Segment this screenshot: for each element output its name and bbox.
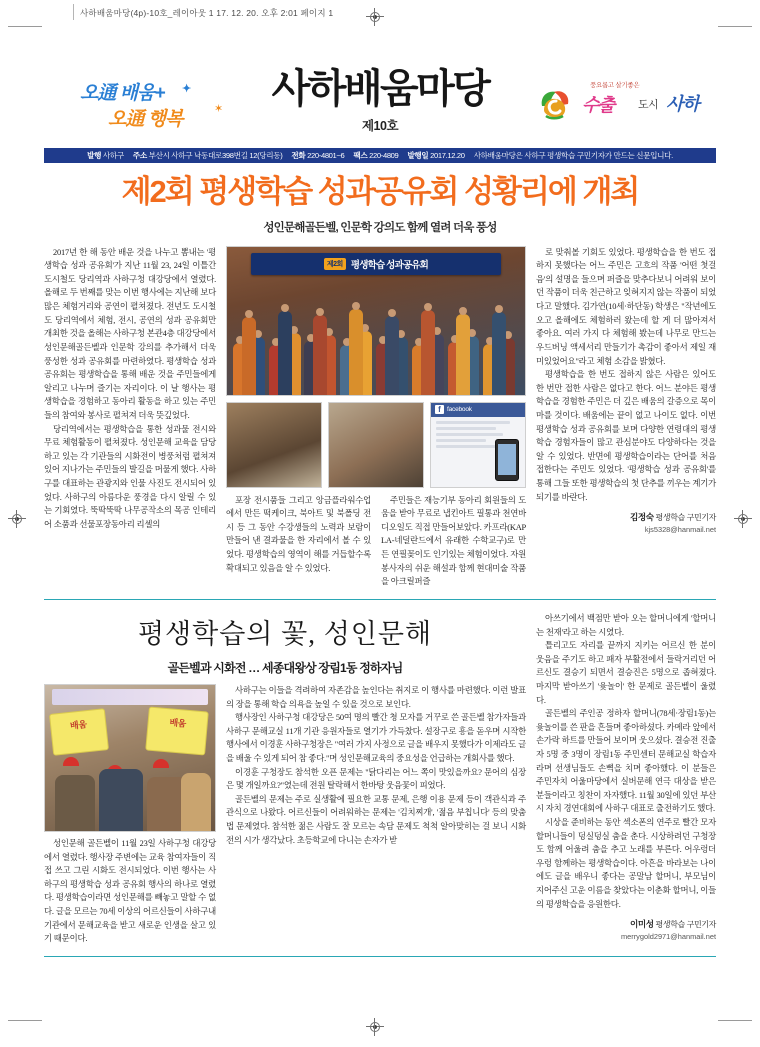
address-label: 주소	[132, 151, 147, 160]
article-two-paragraph: 성인문해 골든벨이 11월 23일 사하구청 대강당에서 열렸다. 행사장 주변에는 교육 참여자들이 직접 쓰고 그린 시화도 전시되었다. 이번 행사는 사하구의 평생학습 성과 공유회 행사의 하나로 열렸다. 평생학습이라면 성인문해를 빼놓고 말할 수 없다. 글을 모르는 70세 이상의 어르신들이 사하구내 기관에서 문해교육을 받고 새로운 인생을 살고 있기 때문이다.	[44, 838, 216, 944]
lead-subheadline: 성인문해골든벨, 인문학 강의도 함께 열려 더욱 풍성	[263, 221, 497, 234]
slogan-line-bottom: 오通 행복	[108, 109, 183, 130]
byline-role: 평생학습 구민기자	[655, 920, 716, 930]
masthead-tagline: 사하배움마당은 사하구 평생학습 구민기자가 만드는 신문입니다.	[473, 151, 673, 160]
phone-info	[291, 150, 344, 161]
article-one-paragraph: 평생학습을 한 번도 접하지 않은 사람은 있어도 한 번만 접한 사람은 없다고 한다. 어느 분야든 평생학습을 경험한 주민은 더 깊은 배움의 갈증으로 목이 마를 것이다. 배움에는 끝이 없고 나이도 없다. 이번 평생학습 성과 공유회를 보며 다양한 연령대의 평생학습 경험자들이 많고 관심분야도 다양하다는 것을 알 수 있었다. 반면에 평생학습이라는 단어를 처음 접한다는 주민도 있었다. '평생학습 성과 공유회'를 통해 그들 또한 평생학습의 첫 단추를 끼우는 계기가 되기를 바란다.	[536, 370, 716, 502]
article-two-paragraph: 골든벨의 주인공 정하자 할머니(78세·장림1동)는 윷놀이를 쓴 판을 흔들며 좋아하셨다. 카메라 앞에서 손가락 하트를 만들어 보이며 웃으셨다. 결승전 진출자 5명 중 3명이 장림1동 주민센터 문해교실 학습자라며 선생님들도 손뼉을 치며 좋아했다. 이 분들은 주민자치 어울마당에서 실버문해 연극 대상을 받은 분들이라고 칭찬이 자자했다. 11월 30일에 있던 부산시 자치 경연대회에 사하구 대표로 출전하기도 했다.	[536, 709, 716, 814]
government-logo	[532, 80, 712, 128]
event-group-photo	[226, 246, 526, 396]
event-stage-banner	[251, 253, 501, 275]
placard-left	[49, 708, 109, 756]
gov-tagline: 풍요롭고 살기좋은	[590, 82, 640, 89]
newspaper-page	[44, 62, 716, 1012]
fax-label: 팩스	[353, 151, 368, 160]
banner-title: 평생학습 성과공유회	[350, 259, 429, 271]
saha-gu-emblem-icon	[538, 88, 572, 120]
photo-stage-banner	[52, 689, 208, 705]
footer-divider	[44, 956, 716, 957]
registration-mark-left	[8, 510, 26, 528]
phone-mockup	[495, 439, 519, 481]
article-one-paragraph: 당리역에서는 평생학습을 통한 성과물 전시와 무료 체험활동이 펼쳐졌다. 성인문해 교육을 담당하고 있는 각 기관들의 시화전이 병풍처럼 펼쳐져 있어 지나가는 주민들의 발길을 머물게 했다. 사하구를 대표하는 관광지와 인물 사진도 전시되어 있었다. 사하구의 아름다운 풍경을 다시 알릴 수 있는 기회였다. 뚝딱뚝딱 나무공작소의 목공 인테리어 소품과 선물포장동아리 리셀의	[44, 424, 216, 529]
exhibit-photo-1	[226, 402, 322, 488]
fax-info	[353, 150, 398, 161]
registration-mark-right	[734, 510, 752, 528]
registration-mark-bottom	[366, 1018, 384, 1036]
slogan-line-top: 오通 배움+	[80, 83, 165, 104]
event-photo-row	[226, 402, 526, 488]
publisher-label: 발행	[87, 151, 102, 160]
red-cap-3	[153, 759, 169, 768]
article-one-column-2	[226, 246, 526, 589]
article-two-subheadline: 골든벨과 시화전 … 세종대왕상 장림1동 정하자님	[167, 660, 403, 675]
print-caption-rule	[73, 4, 74, 20]
crop-mark-top-left	[8, 26, 42, 27]
print-file-caption: 사하배움마당(4p)-10호_레이아웃 1 17. 12. 20. 오후 2:01 페이지 1	[80, 8, 334, 18]
date-value: 2017.12.20	[430, 151, 465, 160]
byline-role: 평생학습 구민기자	[655, 513, 716, 523]
date-label: 발행일	[407, 151, 429, 160]
article-one	[44, 246, 716, 589]
byline-name: 이미성	[630, 919, 654, 930]
banner-badge: 제2회	[324, 258, 346, 270]
article-two-paragraph: 골든벨의 문제는 주로 실생활에 필요한 교통 문제, 은행 이용 문제 등이 객관식과 주관식으로 나왔다. 어르신들이 어려워하는 문제는 '김치찌개', '젊음 부칩니다' 등의 맞춤법 문제였다. 참석한 젊은 사람도 잘 모르는 속담 문제도 척척 알아맞히는 걸 보니 시화전의 시가 생각났다. 초등학교에 다니는 손자가 받	[226, 794, 526, 845]
article-two-column-2	[226, 684, 526, 946]
slogan-plus-icon: ✦	[182, 83, 192, 95]
address-info	[133, 150, 283, 161]
byline-name: 김정숙	[630, 512, 654, 523]
photo-crowd	[227, 283, 525, 395]
article-one-paragraph: 포장 전시품들 그리고 앙금플라워수업에서 만든 떡케이크, 북아트 및 북폴딩 전시 등 그 동안 수강생들의 노력과 보람이 만들어 낸 결과물을 한 자리에서 볼 수 있었다. 평생학습의 영역이 해를 거듭할수록 확대되고 있음을 알 수 있었다.	[226, 495, 371, 573]
crop-mark-bottom-right	[718, 1020, 752, 1021]
publisher-info	[87, 150, 124, 161]
gov-brand-name: 수출	[582, 95, 614, 115]
article-two-headline-block	[44, 612, 526, 676]
article-one-byline	[536, 511, 716, 534]
placard-right-text: 배움	[169, 717, 187, 729]
byline-email[interactable]: kjs5328@hanmail.net	[644, 525, 716, 535]
article-two	[44, 612, 716, 946]
placard-right	[145, 706, 209, 755]
crop-mark-top-right	[718, 26, 752, 27]
facebook-label: facebook	[447, 406, 472, 414]
section-divider	[44, 599, 716, 600]
lead-headline: 제2회 평생학습 성과공유회 성황리에 개최	[121, 174, 639, 209]
facebook-bar	[431, 403, 525, 417]
lead-headline-block	[44, 174, 716, 235]
article-one-paragraph: 로 맞춰볼 기회도 있었다. 평생학습을 한 번도 접하지 못했다는 어느 주민은 고흐의 작품 '어떤 첫걸음'의 설명을 들으며 퍼즐을 맞추다보니 어려워 보이던 작품이 더욱 친근하고 잊혀지지 않는 작품이 되었다고 말했다. 김가연(10세·하단동) 학생은 "작년에도 오고 올해에도 체험하러 왔는데 할 게 더 많아져서 좋아요. 여러 가지 다 체험해 봤는데 나무로 만드는 우드버닝 액세서리 만들기가 촉감이 좋아서 제일 재미있었어요"라고 체험 소감을 밝혔다.	[536, 247, 716, 366]
golden-bell-photo	[44, 684, 216, 832]
article-two-column-3	[536, 612, 716, 946]
article-one-column-3	[536, 246, 716, 589]
placard-left-text: 배움	[69, 719, 87, 731]
article-two-paragraph: 이경훈 구청장도 참석한 오픈 문제는 "닭다리는 어느 쪽이 맛있을까요? 문어의 심장은 몇 개일까요?"였는데 전원 탈락해서 한바탕 웃음꽃이 피었다.	[226, 767, 526, 791]
gov-brand-saha: 사하	[666, 94, 699, 114]
article-one-column-1	[44, 246, 216, 589]
byline-email[interactable]: merrygold2971@hanmail.net	[620, 932, 716, 942]
paper-title: 사하배움마당	[271, 67, 489, 111]
masthead	[44, 62, 716, 144]
article-two-paragraph: 틀리고도 자리를 끝까지 지키는 어르신 한 분이 웃음을 주기도 하고 패자 부활전에서 들락거리던 어르신도 결승기 되면서 결승진은 5명으로 좁혀졌다. 마지막 받아쓰기 '윷놀이' 한 문제로 골든벨이 울렸다.	[536, 641, 716, 705]
fax-value: 220-4809	[369, 151, 399, 160]
registration-mark-top	[366, 8, 384, 26]
publisher-value: 사하구	[102, 151, 124, 160]
facebook-icon: f	[435, 405, 444, 414]
article-two-paragraph: 행사장인 사하구청 대강당은 50여 명의 빨간 쳥 모자를 거꾸로 쓴 골든벨 참가자들과 사하구 문해교실 11개 기관 응원자들로 열기가 가득찼다. 설장구로 흥을 돋우며 시작한 행사에서 이경훈 사하구청장은 "여러 가지 사정으로 글을 배우지 못했다가 이제라도 글을 배울 수 있게 되어 참 좋다."며 성인문해교육의 중요성을 언급하는 개회사를 했다.	[226, 713, 526, 763]
facebook-booth-photo	[430, 402, 526, 488]
article-one-paragraph: 2017년 한 해 동안 배운 것을 나누고 뽐내는 '평생학습 성과 공유회'가 지난 11월 23, 24일 이틀간 도시철도 당리역과 사하구청 대강당에서 열렸다. 올해로 두 번째를 맞는 이번 행사에는 지난해 보다 많은 체험거리와 공연이 펼쳐졌다. 전년도 도시철도 당리역에서 체험, 전시, 공연의 성과 공유회만 개최한 것을 올해는 사하구청 본관4층 대강당에서 성인문해골든벨과 인문학 강의를 추가해서 더욱 풍성한 성과 공유회를 마련하였다. 평생학습 성과 공유회는 평생학습을 통해 배운 것을 주민들에게 알리고 나누며 즐기는 자리이다. 이 날 행사는 평생학습을 경험하고 동아리 활동을 하고 있는 주민들의 참여와 봉사로 펼쳐져 더욱 뜻깊었다.	[44, 247, 216, 420]
phone-value: 220-4801~6	[307, 151, 345, 160]
address-value: 부산시 사하구 낙동대로398번길 12(당리동)	[148, 151, 283, 160]
article-two-byline	[536, 918, 716, 941]
article-two-paragraph: 사하구는 이들을 격려하여 자존감을 높인다는 취지로 이 행사를 마련했다. 이런 발표의 장을 통해 학습 의욕을 높일 수 있을 것으로 보인다.	[226, 685, 526, 709]
phone-label: 전화	[291, 151, 306, 160]
exhibit-photo-2	[328, 402, 424, 488]
gov-brand-city: 도시	[638, 99, 659, 111]
article-two-headline: 평생학습의 꽃, 성인문해	[137, 618, 433, 649]
date-info	[407, 150, 464, 161]
publication-info-bar	[44, 148, 716, 163]
article-two-paragraph: 시상을 준비하는 동안 섹소폰의 연주로 빨간 모자 할머니들이 덩실덩실 춤을 춘다. 시상하려던 구청장도 함께 어울려 춤을 추고 노래를 부른다. 어우렁더우렁 함께하는 평생학습이다. 아흔을 바라보는 나이에도 글을 배우니 좋다는 공말남 할머니, 부모님이 지어주신 고운 이름을 찾았다는 이춘화 할머니, 이들의 평생학습을 응원한다.	[536, 818, 716, 909]
article-two-paragraph: 아쓰기에서 백점만 받아 오는 할머니에게 '할머니는 천재'라고 하는 시였다.	[536, 613, 716, 637]
issue-number: 제10호	[361, 119, 399, 133]
article-two-column-1	[44, 684, 216, 946]
slogan-star-icon: ✶	[214, 103, 224, 115]
article-one-paragraph: 주민들은 재능기부 동아리 회원들의 도움을 받아 무료로 냅킨아트 필통과 천연바디오일도 직접 만들어보았다. 카프라(KAPLA-네덜란드에서 유래한 수학교구)로 만든 연필꽂이도 인기있는 체험이었다. 자원봉사자의 쉬운 해설과 함께 현대미술 작품을 아크릴퍼즐	[381, 495, 526, 587]
red-cap-1	[63, 757, 79, 766]
crop-mark-bottom-left	[8, 1020, 42, 1021]
